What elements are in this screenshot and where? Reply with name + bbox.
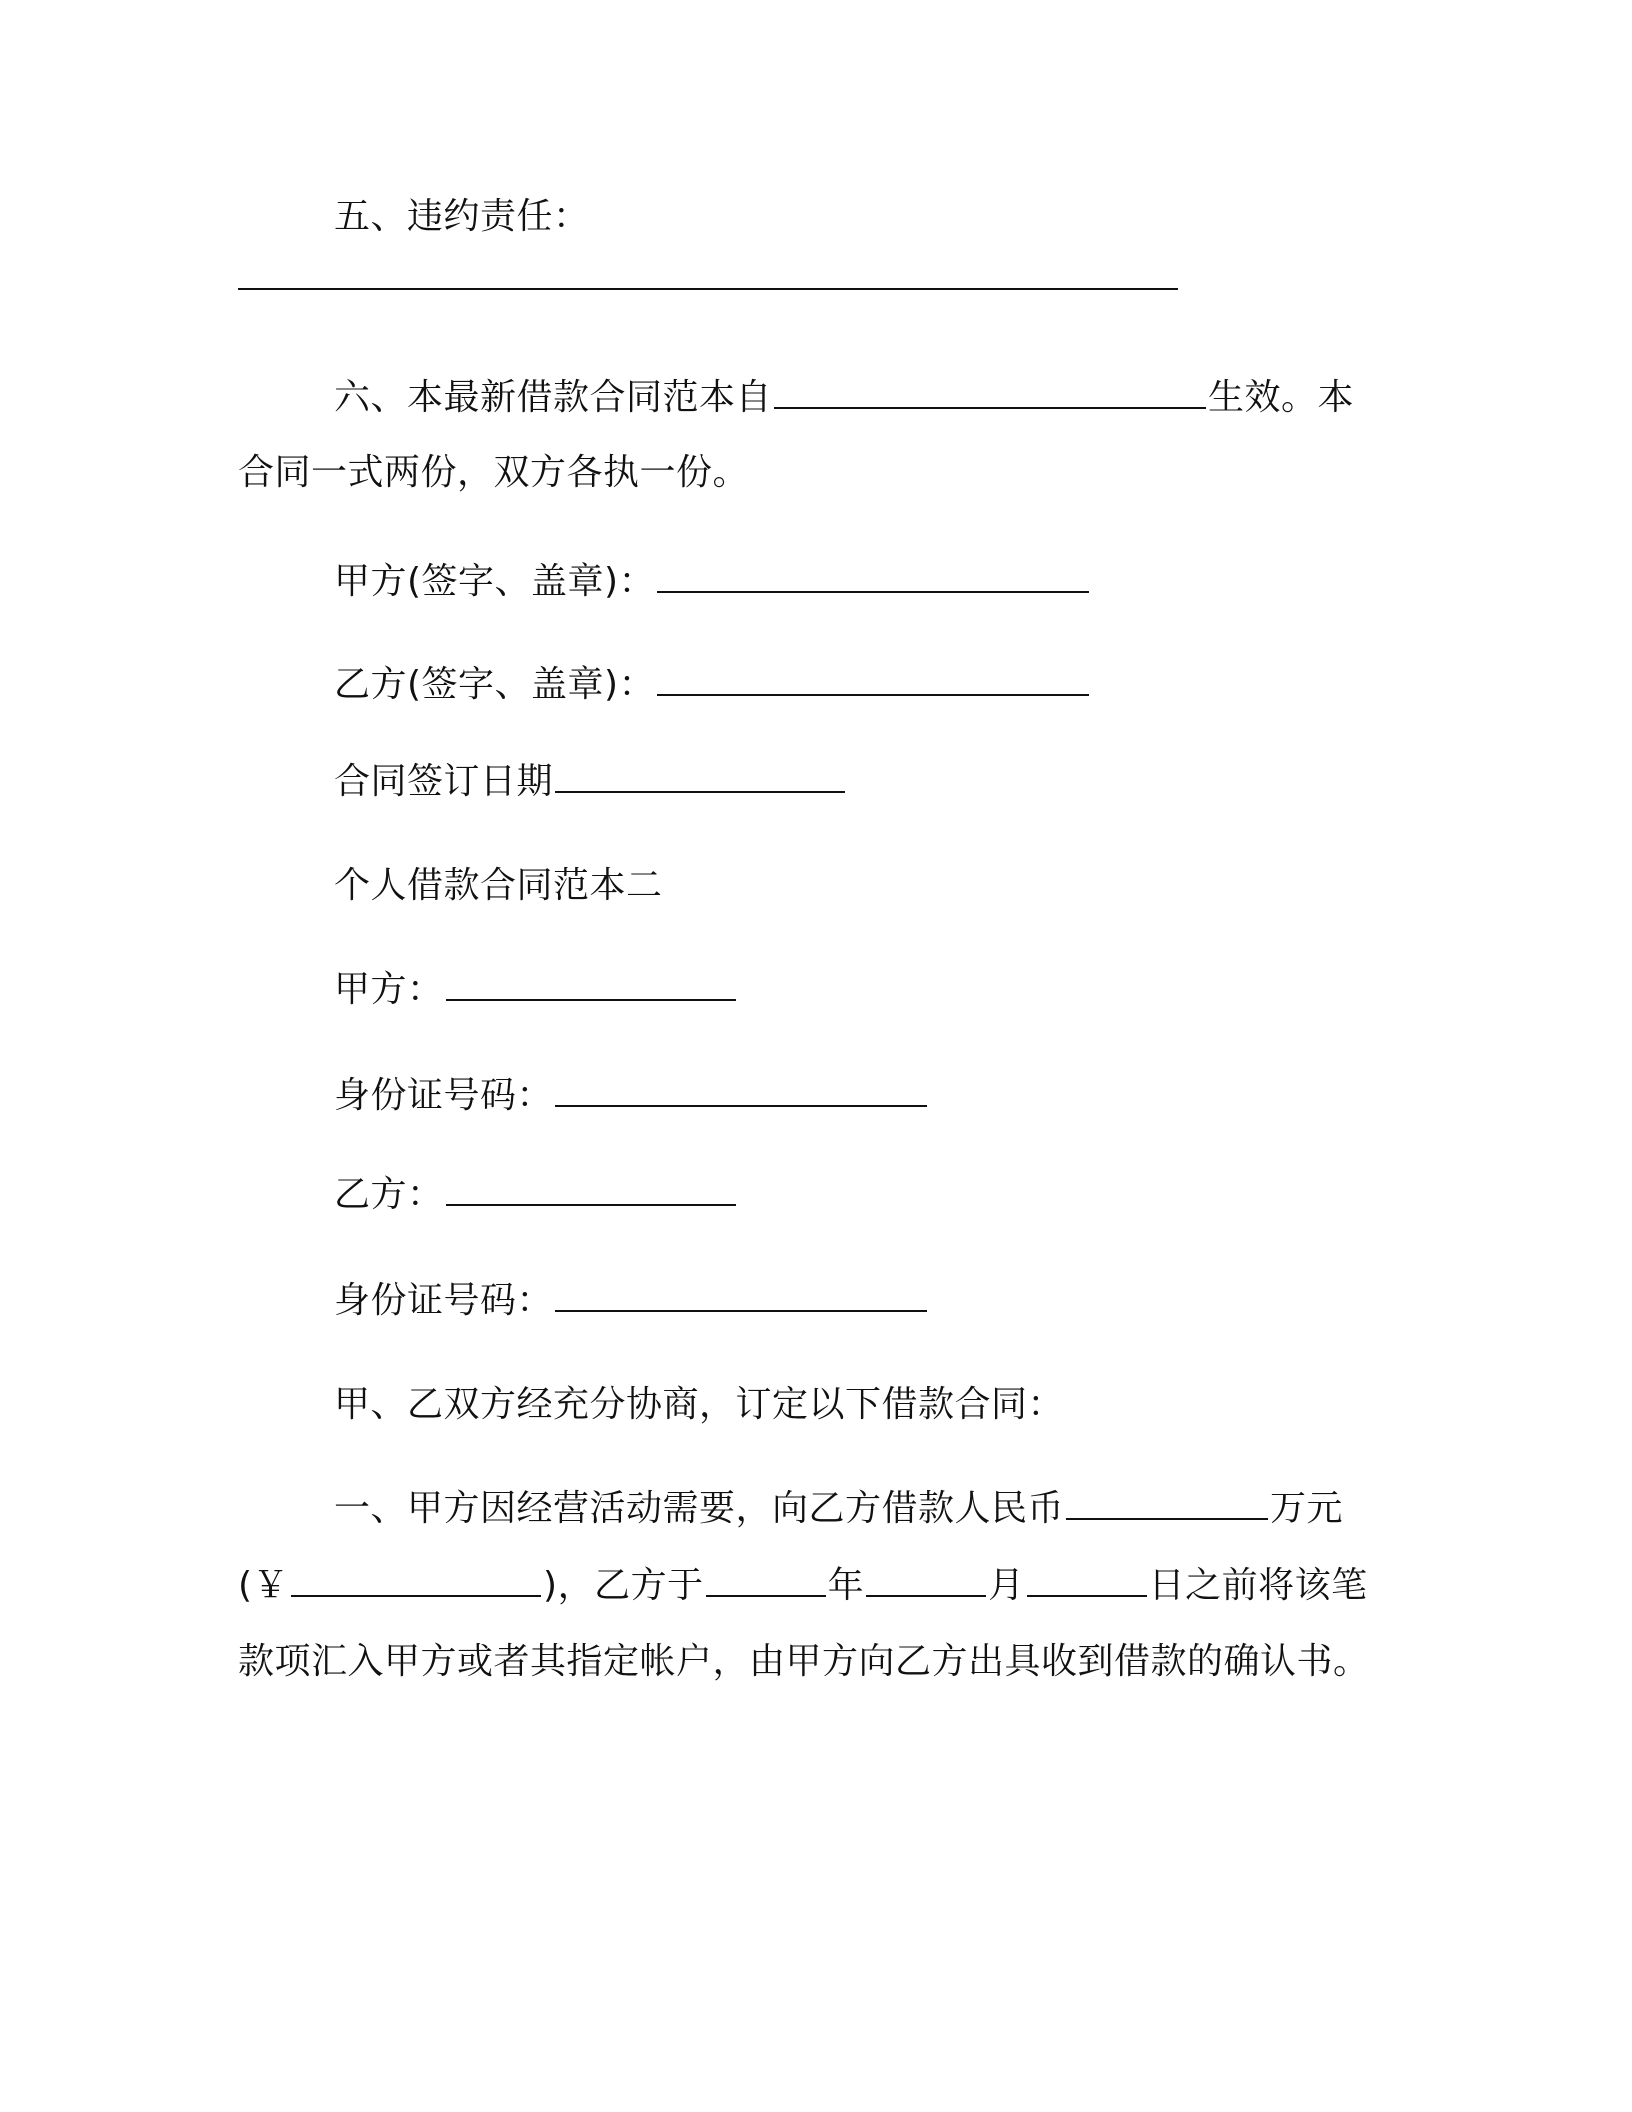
template-2-id-a-line [334, 1071, 929, 1120]
effective-date-blank [774, 373, 1206, 409]
clause-1-after-yen: )，乙方于 [543, 1565, 704, 1606]
party-b-signature-label: 乙方(签字、盖章)： [334, 664, 656, 705]
clause-1-text-start: 一、甲方因经营活动需要，向乙方借款人民币 [334, 1488, 1065, 1529]
template-2-id-b-blank [555, 1276, 927, 1312]
sign-date-label: 合同签订日期 [334, 761, 554, 802]
party-b-signature-line [334, 660, 1091, 709]
section-6-line-2-text: 合同一式两份，双方各执一份。 [238, 452, 750, 493]
clause-1-line-2 [238, 1561, 1368, 1610]
day-and-rest: 日之前将该笔 [1148, 1565, 1368, 1606]
yen-amount-blank [291, 1561, 541, 1597]
sign-date-blank [555, 757, 845, 793]
section-5-blank-line [238, 288, 1178, 290]
section-5-heading-text: 五、违约责任： [334, 196, 590, 237]
section-6-text-end: 生效。本 [1208, 377, 1355, 418]
template-2-title-text: 个人借款合同范本二 [334, 865, 663, 906]
party-a-signature-line [334, 557, 1091, 606]
clause-1-line-3-text: 款项汇入甲方或者其指定帐户，由甲方向乙方出具收到借款的确认书。 [238, 1641, 1370, 1682]
clause-1-unit: 万元 [1270, 1488, 1344, 1529]
template-2-party-b-label: 乙方： [334, 1174, 444, 1215]
template-2-id-b-label: 身份证号码： [334, 1280, 554, 1321]
template-2-id-a-blank [555, 1071, 927, 1107]
template-2-party-a-blank [446, 965, 736, 1001]
loan-amount-blank [1066, 1484, 1268, 1520]
template-2-id-b-line [334, 1276, 929, 1325]
template-2-id-a-label: 身份证号码： [334, 1075, 554, 1116]
party-a-signature-label: 甲方(签字、盖章)： [334, 561, 656, 602]
section-6-line-1 [334, 373, 1354, 422]
template-2-party-b-blank [446, 1170, 736, 1206]
section-6-text-start: 六、本最新借款合同范本自 [334, 377, 773, 418]
year-blank [706, 1561, 826, 1597]
template-2-party-a-line [334, 965, 738, 1014]
day-blank [1027, 1561, 1147, 1597]
template-2-party-a-label: 甲方： [334, 969, 444, 1010]
year-label: 年 [827, 1565, 865, 1606]
section-6-line-2 [238, 449, 749, 497]
clause-1-line-3 [238, 1638, 1370, 1686]
party-a-signature-blank [657, 557, 1089, 593]
clause-1-line-1 [334, 1484, 1343, 1533]
party-b-signature-blank [657, 660, 1089, 696]
month-blank [866, 1561, 986, 1597]
template-2-intro [334, 1381, 1064, 1429]
yen-open: (￥ [238, 1565, 290, 1606]
template-2-title [334, 862, 663, 910]
section-5-heading [334, 193, 590, 241]
template-2-intro-text: 甲、乙双方经充分协商，订定以下借款合同： [334, 1384, 1065, 1425]
sign-date-line [334, 757, 847, 806]
month-label: 月 [988, 1565, 1025, 1606]
template-2-party-b-line [334, 1170, 738, 1219]
